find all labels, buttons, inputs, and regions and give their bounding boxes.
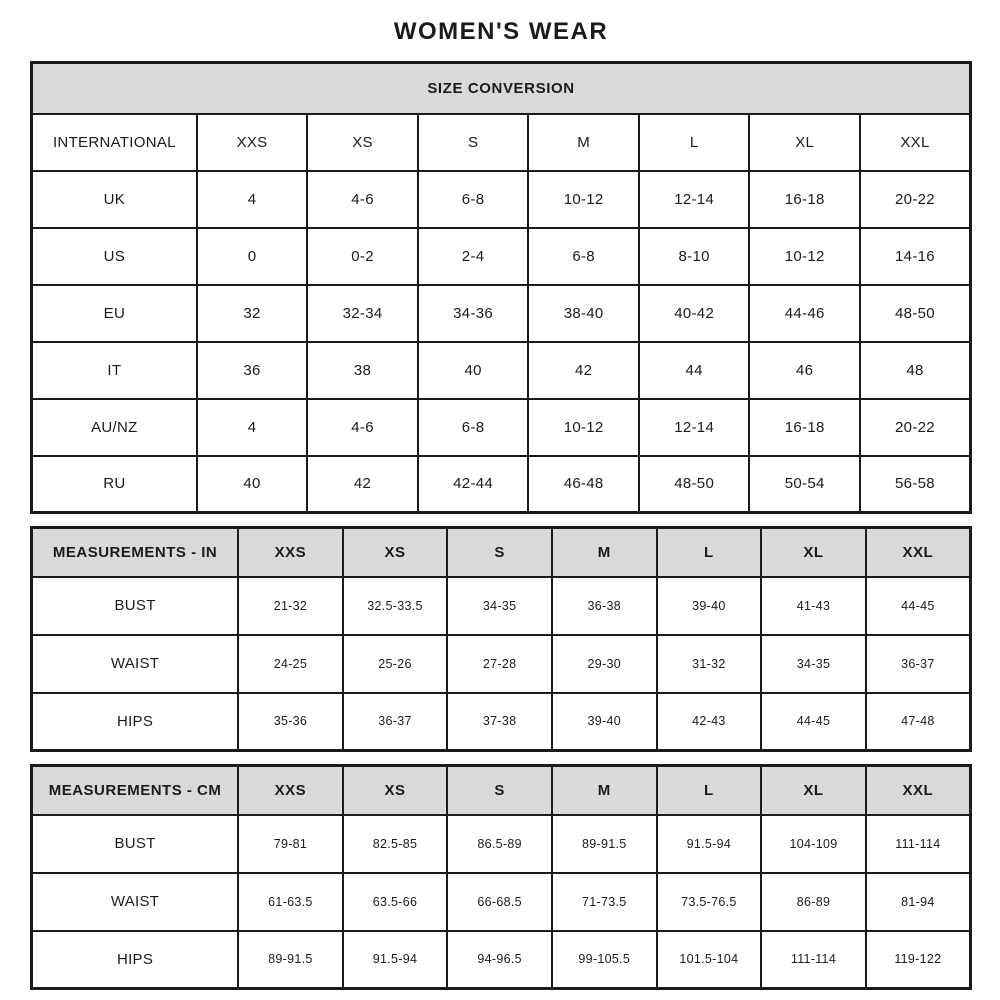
row-label-region: UK — [32, 171, 197, 228]
measurement-value-cell: 27-28 — [447, 635, 552, 693]
column-header-size: S — [447, 528, 552, 577]
table-row — [32, 577, 971, 635]
size-value-cell: 12-14 — [639, 171, 750, 228]
row-label-region: US — [32, 228, 197, 285]
measurement-value-cell: 91.5-94 — [657, 815, 762, 873]
measurement-value-cell: 31-32 — [657, 635, 762, 693]
measurement-value-cell: 111-114 — [866, 815, 971, 873]
measurement-value-cell: 44-45 — [866, 577, 971, 635]
table-row — [32, 285, 971, 342]
row-label-region: EU — [32, 285, 197, 342]
measurement-value-cell: 119-122 — [866, 931, 971, 989]
measurement-value-cell: 101.5-104 — [657, 931, 762, 989]
table-spacer — [30, 752, 972, 764]
size-value-cell: 40 — [418, 342, 529, 399]
size-value-cell: 48-50 — [860, 285, 971, 342]
measurement-value-cell: 29-30 — [552, 635, 657, 693]
size-value-cell: 6-8 — [418, 171, 529, 228]
size-value-cell: 44 — [639, 342, 750, 399]
row-label-region: RU — [32, 456, 197, 513]
column-header-size: XXL — [866, 766, 971, 815]
row-label-measurement: WAIST — [32, 873, 239, 931]
table-row — [32, 693, 971, 751]
measurement-value-cell: 61-63.5 — [238, 873, 343, 931]
size-value-cell: 16-18 — [749, 399, 860, 456]
measurement-value-cell: 104-109 — [761, 815, 866, 873]
size-value-cell: 4-6 — [307, 171, 418, 228]
table-row — [32, 873, 971, 931]
size-value-cell: 34-36 — [418, 285, 529, 342]
table-row — [32, 399, 971, 456]
size-value-cell: 4-6 — [307, 399, 418, 456]
table-row — [32, 635, 971, 693]
size-value-cell: 20-22 — [860, 399, 971, 456]
size-value-cell: 6-8 — [418, 399, 529, 456]
measurement-value-cell: 89-91.5 — [238, 931, 343, 989]
size-value-cell: 12-14 — [639, 399, 750, 456]
measurement-value-cell: 71-73.5 — [552, 873, 657, 931]
column-header-size: L — [657, 528, 762, 577]
measurement-value-cell: 41-43 — [761, 577, 866, 635]
measurement-value-cell: 36-37 — [343, 693, 448, 751]
column-header-size: XXS — [238, 528, 343, 577]
size-value-cell: 56-58 — [860, 456, 971, 513]
column-header-size: XS — [307, 114, 418, 171]
size-value-cell: 10-12 — [528, 399, 639, 456]
column-header-size: XL — [749, 114, 860, 171]
size-value-cell: 48-50 — [639, 456, 750, 513]
column-header-size: XXS — [197, 114, 308, 171]
table-row — [32, 171, 971, 228]
measurement-value-cell: 34-35 — [761, 635, 866, 693]
size-value-cell: 10-12 — [528, 171, 639, 228]
table-row — [32, 63, 971, 114]
column-header-size: M — [552, 766, 657, 815]
measurement-value-cell: 24-25 — [238, 635, 343, 693]
column-header-size: XL — [761, 528, 866, 577]
size-value-cell: 0-2 — [307, 228, 418, 285]
size-value-cell: 14-16 — [860, 228, 971, 285]
row-label-measurement: WAIST — [32, 635, 239, 693]
measurement-value-cell: 47-48 — [866, 693, 971, 751]
column-header-international: INTERNATIONAL — [32, 114, 197, 171]
measurement-value-cell: 94-96.5 — [447, 931, 552, 989]
column-header-size: XS — [343, 766, 448, 815]
size-value-cell: 40 — [197, 456, 308, 513]
size-value-cell: 4 — [197, 399, 308, 456]
table-row — [32, 228, 971, 285]
measurement-value-cell: 79-81 — [238, 815, 343, 873]
size-value-cell: 0 — [197, 228, 308, 285]
column-header-measurements-in: MEASUREMENTS - IN — [32, 528, 239, 577]
size-value-cell: 16-18 — [749, 171, 860, 228]
measurements-cm-table — [30, 764, 972, 990]
size-value-cell: 46 — [749, 342, 860, 399]
table-row — [32, 456, 971, 513]
measurement-value-cell: 39-40 — [552, 693, 657, 751]
size-value-cell: 42 — [528, 342, 639, 399]
measurement-value-cell: 89-91.5 — [552, 815, 657, 873]
size-value-cell: 4 — [197, 171, 308, 228]
measurement-value-cell: 111-114 — [761, 931, 866, 989]
measurement-value-cell: 25-26 — [343, 635, 448, 693]
row-label-region: AU/NZ — [32, 399, 197, 456]
table-spacer — [30, 514, 972, 526]
measurement-value-cell: 44-45 — [761, 693, 866, 751]
row-label-measurement: BUST — [32, 577, 239, 635]
measurement-value-cell: 82.5-85 — [343, 815, 448, 873]
measurement-value-cell: 32.5-33.5 — [343, 577, 448, 635]
size-value-cell: 42-44 — [418, 456, 529, 513]
table-row — [32, 342, 971, 399]
row-label-measurement: HIPS — [32, 931, 239, 989]
measurement-value-cell: 42-43 — [657, 693, 762, 751]
measurement-value-cell: 73.5-76.5 — [657, 873, 762, 931]
column-header-size: XXS — [238, 766, 343, 815]
size-value-cell: 6-8 — [528, 228, 639, 285]
measurement-value-cell: 86.5-89 — [447, 815, 552, 873]
measurement-value-cell: 86-89 — [761, 873, 866, 931]
column-header-size: L — [639, 114, 750, 171]
column-header-size: S — [418, 114, 529, 171]
measurement-value-cell: 36-37 — [866, 635, 971, 693]
measurement-value-cell: 91.5-94 — [343, 931, 448, 989]
size-value-cell: 8-10 — [639, 228, 750, 285]
measurements-cm-header-row — [32, 766, 971, 815]
measurement-value-cell: 66-68.5 — [447, 873, 552, 931]
measurement-value-cell: 37-38 — [447, 693, 552, 751]
measurement-value-cell: 35-36 — [238, 693, 343, 751]
size-conversion-header-row — [32, 114, 971, 171]
column-header-size: M — [528, 114, 639, 171]
table-row — [32, 931, 971, 989]
column-header-size: XS — [343, 528, 448, 577]
column-header-size: XXL — [866, 528, 971, 577]
measurements-in-header-row — [32, 528, 971, 577]
column-header-size: M — [552, 528, 657, 577]
size-value-cell: 2-4 — [418, 228, 529, 285]
size-value-cell: 46-48 — [528, 456, 639, 513]
column-header-size: S — [447, 766, 552, 815]
size-value-cell: 10-12 — [749, 228, 860, 285]
page-title: WOMEN'S WEAR — [393, 18, 609, 45]
measurement-value-cell: 21-32 — [238, 577, 343, 635]
size-value-cell: 40-42 — [639, 285, 750, 342]
size-value-cell: 20-22 — [860, 171, 971, 228]
size-value-cell: 50-54 — [749, 456, 860, 513]
measurement-value-cell: 99-105.5 — [552, 931, 657, 989]
size-value-cell: 32-34 — [307, 285, 418, 342]
row-label-measurement: HIPS — [32, 693, 239, 751]
row-label-measurement: BUST — [32, 815, 239, 873]
table-row — [32, 815, 971, 873]
measurement-value-cell: 36-38 — [552, 577, 657, 635]
measurement-value-cell: 81-94 — [866, 873, 971, 931]
size-conversion-title: SIZE CONVERSION — [32, 63, 971, 114]
measurement-value-cell: 34-35 — [447, 577, 552, 635]
column-header-size: XL — [761, 766, 866, 815]
size-value-cell: 32 — [197, 285, 308, 342]
size-value-cell: 42 — [307, 456, 418, 513]
measurements-in-table — [30, 526, 972, 752]
measurement-value-cell: 39-40 — [657, 577, 762, 635]
size-value-cell: 48 — [860, 342, 971, 399]
size-value-cell: 38 — [307, 342, 418, 399]
size-value-cell: 38-40 — [528, 285, 639, 342]
size-value-cell: 44-46 — [749, 285, 860, 342]
column-header-size: L — [657, 766, 762, 815]
column-header-size: XXL — [860, 114, 971, 171]
row-label-region: IT — [32, 342, 197, 399]
size-value-cell: 36 — [197, 342, 308, 399]
size-conversion-table — [30, 61, 972, 514]
measurement-value-cell: 63.5-66 — [343, 873, 448, 931]
column-header-measurements-cm: MEASUREMENTS - CM — [32, 766, 239, 815]
